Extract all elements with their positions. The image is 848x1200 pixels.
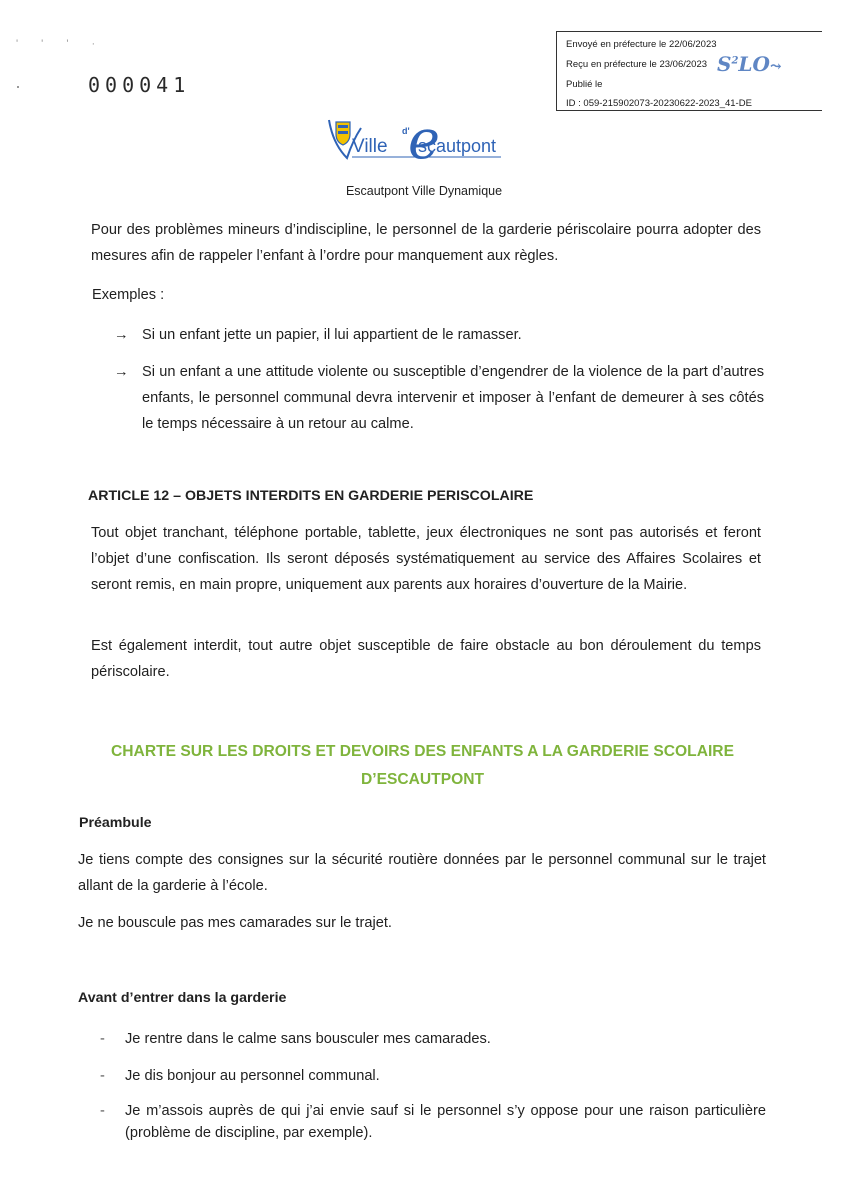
rule-text: Je m’assois auprès de qui j’ai envie sauf si le personnel s’y oppose pour une raison particulière (problème de discipline, par exemple). bbox=[125, 1103, 766, 1141]
scan-dot bbox=[17, 86, 19, 88]
stamp-id: ID : 059-215902073-20230622-2023_41-DE bbox=[566, 98, 752, 109]
preamble-paragraph-1: Je tiens compte des consignes sur la sécurité routière données par le personnel communal sur le trajet allant de la garderie à l’école. bbox=[78, 852, 766, 894]
rule-item bbox=[100, 1100, 766, 1144]
town-logo bbox=[326, 112, 506, 172]
before-entering-heading: Avant d’entrer dans la garderie bbox=[78, 990, 287, 1006]
preamble-paragraph-2: Je ne bouscule pas mes camarades sur le trajet. bbox=[78, 915, 392, 931]
article-12-paragraph-2: Est également interdit, tout autre objet susceptible de faire obstacle au bon déroulement du temps périscolaire. bbox=[91, 638, 761, 680]
prefecture-stamp bbox=[556, 31, 822, 111]
logo-d: d' bbox=[402, 126, 410, 136]
examples-label: Exemples : bbox=[92, 287, 165, 303]
dash-bullet: - bbox=[100, 1103, 105, 1119]
slo-signature: $S^2LO⤳$ bbox=[717, 52, 782, 76]
tagline: Escautpont Ville Dynamique bbox=[345, 184, 503, 198]
arrow-icon: → bbox=[114, 327, 129, 343]
dash-bullet: - bbox=[100, 1031, 105, 1047]
rule-item bbox=[100, 1028, 766, 1050]
rule-item bbox=[100, 1065, 766, 1087]
article-12-heading: ARTICLE 12 – OBJETS INTERDITS EN GARDERIE PERISCOLAIRE bbox=[88, 488, 534, 504]
intro-paragraph: Pour des problèmes mineurs d’indiscipline, le personnel de la garderie périscolaire pourra adopter des mesures afin de rappeler l’enfant à l’ordre pour manquement aux règles. bbox=[91, 222, 761, 264]
logo-ville: Ville bbox=[352, 136, 388, 157]
charter-title-line2: D’ESCAUTPONT bbox=[360, 771, 485, 788]
document-number: 000041 bbox=[88, 73, 191, 97]
scan-marks: ' ' ' · bbox=[16, 38, 106, 50]
logo-e: e bbox=[408, 112, 440, 171]
logo-scautpont: scautpont bbox=[418, 136, 497, 156]
rule-text: Je rentre dans le calme sans bousculer mes camarades. bbox=[125, 1031, 491, 1047]
preamble-heading: Préambule bbox=[79, 815, 152, 831]
article-12-paragraph-1: Tout objet tranchant, téléphone portable, tablette, jeux électroniques ne sont pas autorisés et feront l’objet d’une confiscation. Ils seront déposés systématiquement au service des Affaires Scolaires et seront remis, en main propre, uniquement aux parents aux horaires d’ouverture de la Mairie. bbox=[91, 525, 761, 593]
charter-title-line1: CHARTE SUR LES DROITS ET DEVOIRS DES ENFANTS A LA GARDERIE SCOLAIRE bbox=[111, 743, 734, 760]
dash-bullet: - bbox=[100, 1068, 105, 1084]
stamp-received: Reçu en préfecture le 23/06/2023 bbox=[566, 59, 708, 70]
stamp-published: Publié le bbox=[566, 79, 603, 90]
example-text: Si un enfant jette un papier, il lui appartient de le ramasser. bbox=[142, 327, 522, 343]
arrow-icon: → bbox=[114, 364, 129, 380]
stamp-sent: Envoyé en préfecture le 22/06/2023 bbox=[566, 39, 717, 50]
rule-text: Je dis bonjour au personnel communal. bbox=[125, 1068, 380, 1084]
charter-title bbox=[70, 738, 775, 794]
example-item bbox=[114, 359, 764, 437]
example-item bbox=[114, 322, 764, 348]
example-text: Si un enfant a une attitude violente ou susceptible d’engendrer de la violence de la part d’autres enfants, le personnel communal devra intervenir et imposer à l’enfant de demeurer à ses côtés le temps nécessaire à un retour au calme. bbox=[142, 364, 764, 432]
crest-icon bbox=[336, 122, 350, 145]
